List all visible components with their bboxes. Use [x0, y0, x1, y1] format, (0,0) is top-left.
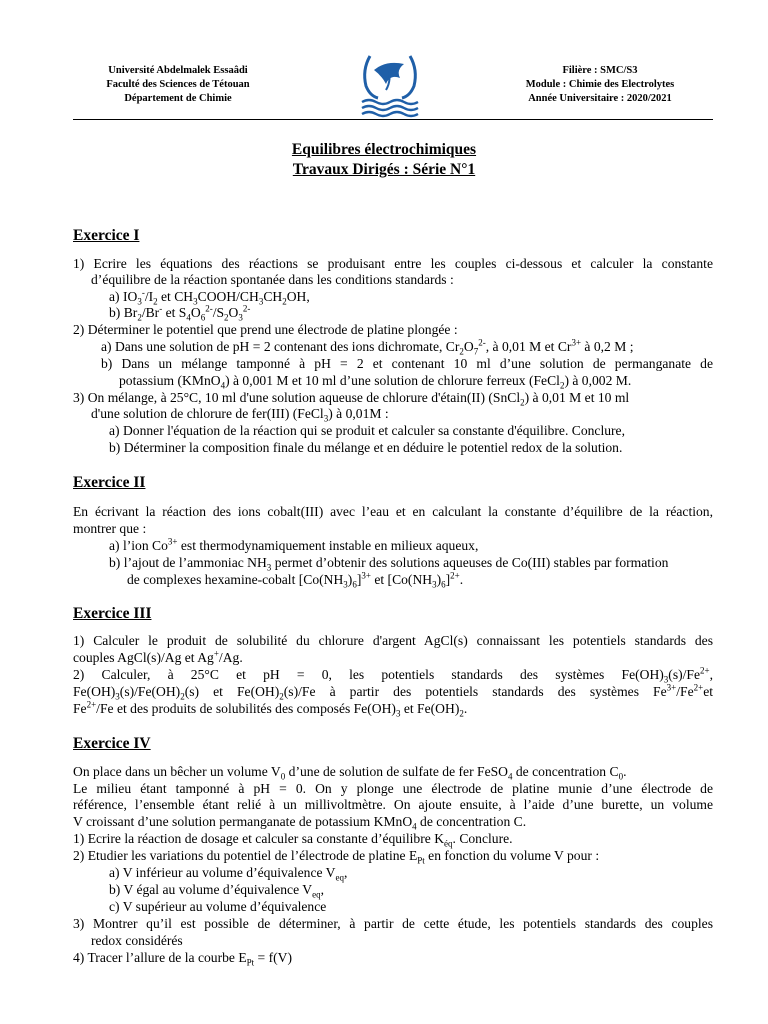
exercise-1-heading: Exercice I: [73, 227, 140, 244]
ex4-question-2-c: c) V supérieur au volume d’équivalence: [109, 899, 327, 914]
ex4-question-2-a: a) V inférieur au volume d’équivalence $V_{eq}$,: [109, 865, 348, 883]
ex2-item-a: a) l’ion $Co^{3+}$ est thermodynamiquement instable en milieux aqueux,: [109, 536, 479, 553]
page-title: Equilibres électrochimiques: [291, 141, 477, 158]
ex1-question-3-a: a) Donner l'équation de la réaction qui se produit et calculer sa constante d'équilibre. Conclure,: [109, 423, 625, 438]
ex3-question-1-line-1: 1) Calculer le produit de solubilité du chlorure d'argent AgCl(s) connaissant les potentiels standards des: [73, 633, 713, 648]
ex4-intro-line-2: Le milieu étant tamponné à pH = 0. On y plonge une électrode de platine munie d’une électrode de: [73, 781, 713, 796]
ex1-question-3-b: b) Déterminer la composition finale du mélange et en déduire le potentiel redox de la solution.: [109, 440, 623, 455]
ex4-intro-line-4: V croissant d’une solution permanganate de potassium KMnO$_4$ de concentration C.: [73, 814, 527, 832]
module-label: Module : Chimie des Electrolytes: [525, 79, 675, 90]
ex2-intro-line-2: montrer que :: [73, 521, 147, 536]
page-subtitle: Travaux Dirigés : Série N°1: [292, 161, 476, 178]
ex4-question-1: 1) Ecrire la réaction de dosage et calculer sa constante d’équilibre $K_{éq}$. Conclure.: [73, 831, 513, 849]
institution-block: [78, 64, 278, 106]
ex4-question-2: 2) Etudier les variations du potentiel de l’électrode de platine $E_{Pt}$ en fonction du volume V pour :: [73, 848, 600, 866]
ex2-intro-line-1: En écrivant la réaction des ions cobalt(III) avec l’eau et en calculant la constante d’équilibre de la réaction,: [73, 504, 713, 519]
course-info-block: [490, 64, 710, 106]
ex1-question-1-line-2: d’équilibre de la réaction spontanée dans les conditions standards :: [91, 272, 454, 287]
header-divider: [73, 119, 713, 120]
exercise-3-heading: Exercice III: [73, 605, 152, 622]
university-logo-icon: [356, 50, 424, 120]
ex3-question-2-line-3: $Fe^{2+}/Fe$ et des produits de solubilités des composés $Fe(OH)_3$ et $Fe(OH)_2$.: [73, 699, 468, 719]
university-name: Université Abdelmalek Essaâdi: [108, 65, 248, 76]
ex4-question-2-b: b) V égal au volume d’équivalence $V_{eq}$,: [109, 882, 324, 900]
ex3-question-2-line-1: 2) Calculer, à 25°C et pH = 0, les potentiels standards des systèmes $Fe(OH)_3(s)/Fe^{2+}$,: [73, 665, 713, 685]
ex4-question-3-line-2: redox considérés: [91, 933, 183, 948]
program-label: Filière : SMC/S3: [562, 65, 638, 76]
department-name: Département de Chimie: [124, 93, 232, 104]
ex3-question-1-line-2: couples AgCl(s)/Ag et Ag+/Ag.: [73, 648, 243, 665]
ex1-couple-b: b) $Br_2/Br^-$ et $S_4O_6^{2-}/S_2O_3^{2-}$: [109, 303, 251, 323]
ex2-item-b-line-1: b) l’ajout de l’ammoniac $NH_3$ permet d’obtenir des solutions aqueuses de Co(III) stables par formation: [109, 555, 669, 573]
ex4-intro-line-1: On place dans un bêcher un volume $V_0$ d’une de solution de sulfate de fer FeSO$_4$ de concentration $C_0$.: [73, 764, 627, 782]
academic-year-label: Année Universitaire : 2020/2021: [528, 93, 672, 104]
ex4-question-3-line-1: 3) Montrer qu’il est possible de déterminer, à partir de cette étude, les potentiels standards des couples: [73, 916, 713, 931]
ex1-question-3-line-1: 3) On mélange, à 25°C, 10 ml d'une solution aqueuse de chlorure d'étain(II) (SnCl$_2$) à 0,01 M et 10 ml: [73, 390, 630, 408]
ex1-question-3-line-2: d'une solution de chlorure de fer(III) (FeCl$_3$) à 0,01M :: [91, 406, 389, 424]
faculty-name: Faculté des Sciences de Tétouan: [106, 79, 250, 90]
ex1-question-2-b-line-1: b) Dans un mélange tamponné à pH = 2 et contenant 10 ml d’une solution de permanganate de: [101, 356, 713, 371]
ex4-question-4: 4) Tracer l’allure de la courbe $E_{Pt} = f(V)$: [73, 950, 293, 968]
exercise-4-heading: Exercice IV: [73, 735, 151, 752]
ex1-question-2-b-line-2: potassium (KMnO$_4$) à 0,001 M et 10 ml d’une solution de chlorure ferreux (FeCl$_2$) à 0,002 M.: [119, 373, 632, 391]
ex1-question-2: 2) Déterminer le potentiel que prend une électrode de platine plongée :: [73, 322, 458, 337]
ex1-couple-a: a) $IO_3^-/I_2$ et $CH_3COOH/CH_3CH_2OH$,: [109, 287, 310, 307]
ex1-question-1-line-1: 1) Ecrire les équations des réactions se produisant entre les couples ci-dessous et calculer la constante: [73, 256, 713, 271]
ex2-item-b-line-2: de complexes hexamine-cobalt $[Co(NH_3)_6]^{3+}$ et $[Co(NH_3)_6]^{2+}$.: [127, 570, 464, 590]
ex4-intro-line-3: référence, l’ensemble étant relié à un millivoltmètre. On ajoute ensuite, à l’aide d’une burette, un volume: [73, 797, 713, 812]
ex1-question-2-a: a) Dans une solution de pH = 2 contenant des ions dichromate, $Cr_2O_7^{2-}$, à 0,01 M et $Cr^{3+}$ à 0,2 M ;: [101, 337, 634, 357]
exercise-2-heading: Exercice II: [73, 474, 146, 491]
ex3-question-2-line-2: $Fe(OH)_3(s)/Fe(OH)_2(s)$ et $Fe(OH)_2(s)/Fe$ à partir des potentiels standards des systèmes $Fe^{3+}/Fe^{2+}et$: [73, 682, 713, 702]
